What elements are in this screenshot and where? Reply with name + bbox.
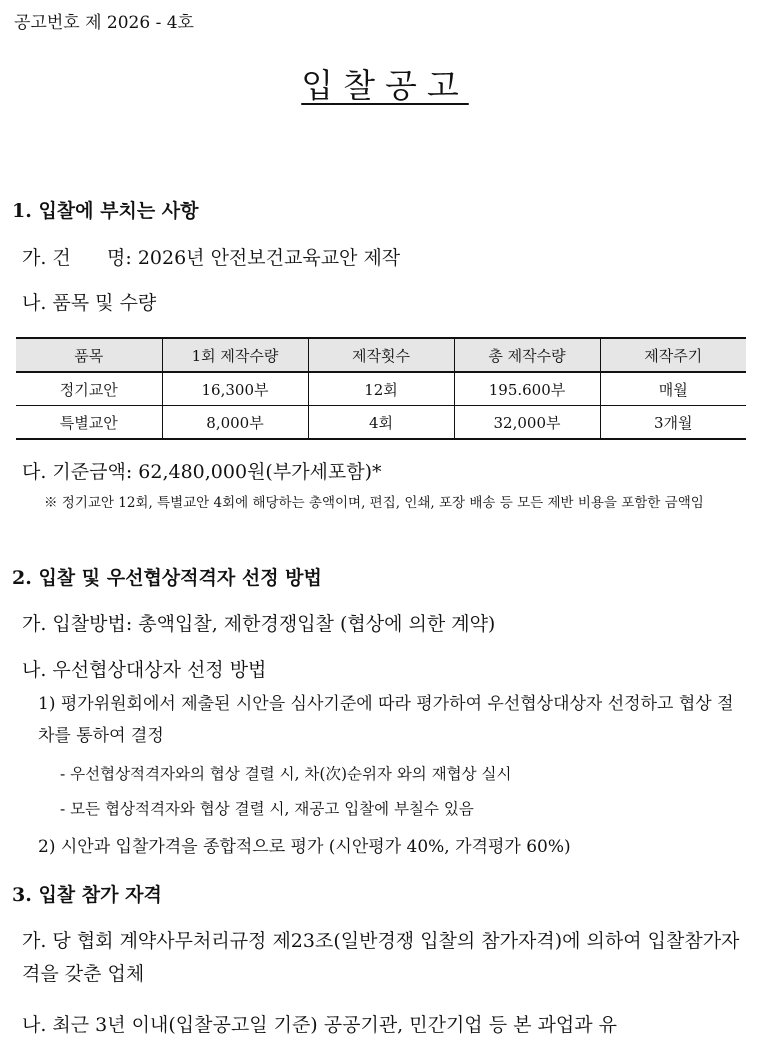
table-cell: 3개월 xyxy=(600,406,746,440)
table-header: 품목 xyxy=(16,338,162,372)
table-header: 총 제작수량 xyxy=(454,338,600,372)
section2-selection-method: 나. 우선협상대상자 선정 방법 xyxy=(22,659,267,681)
section1-heading: 1. 입찰에 부치는 사항 xyxy=(12,200,199,222)
section2-dash1: - 우선협상적격자와의 협상 결렬 시, 차(次)순위자 와의 재협상 실시 xyxy=(60,765,512,783)
table-cell: 4회 xyxy=(308,406,454,440)
section1-base-amount: 다. 기준금액: 62,480,000원(부가세포함)* xyxy=(22,461,382,483)
table-cell: 195.600부 xyxy=(454,372,600,406)
table-cell: 매월 xyxy=(600,372,746,406)
section2-heading: 2. 입찰 및 우선협상적격자 선정 방법 xyxy=(12,567,322,589)
section2-bid-method: 가. 입찰방법: 총액입찰, 제한경쟁입찰 (협상에 의한 계약) xyxy=(22,613,496,635)
section1-item-quantity: 나. 품목 및 수량 xyxy=(22,292,157,314)
table-header: 1회 제작수량 xyxy=(162,338,308,372)
table-header: 제작횟수 xyxy=(308,338,454,372)
section3-heading: 3. 입찰 참가 자격 xyxy=(12,884,162,906)
section2-sub1: 1) 평가위원회에서 제출된 시안을 심사기준에 따라 평가하여 우선협상대상자 선정하고 협상 절차를 통하여 결정 xyxy=(38,694,734,746)
document-title xyxy=(0,60,760,107)
section2-sub2: 2) 시안과 입찰가격을 종합적으로 평가 (시안평가 40%, 가격평가 60%) xyxy=(38,837,571,857)
section1-note: ※ 정기교안 12회, 특별교안 4회에 해당하는 총액이며, 편집, 인쇄, 포장 배송 등 모든 제반 비용을 포함한 금액임 xyxy=(44,495,704,511)
items-table xyxy=(16,337,746,440)
table-row xyxy=(16,372,746,406)
table-cell: 12회 xyxy=(308,372,454,406)
table-cell: 32,000부 xyxy=(454,406,600,440)
table-cell: 정기교안 xyxy=(59,380,118,399)
table-header-row xyxy=(16,338,746,372)
section3-experience: 나. 최근 3년 이내(입찰공고일 기준) 공공기관, 민간기업 등 본 과업과 유 xyxy=(22,1014,617,1036)
document-title-text: 입찰공고 xyxy=(301,66,469,105)
table-cell: 특별교안 xyxy=(16,406,162,440)
section2-dash2: - 모든 협상적격자와 협상 결렬 시, 재공고 입찰에 부칠수 있음 xyxy=(60,800,474,818)
notice-number: 공고번호 제 2026 - 4호 xyxy=(14,13,194,33)
table-cell: 16,300부 xyxy=(162,372,308,406)
section3-qualification: 가. 당 협회 계약사무처리규정 제23조(일반경쟁 입찰의 참가자격)에 의하여 입찰참가자격을 갖춘 업체 xyxy=(22,930,740,985)
table-row xyxy=(16,406,746,440)
table-header: 제작주기 xyxy=(600,338,746,372)
section1-item-name: 가. 건 명: 2026년 안전보건교육교안 제작 xyxy=(22,247,401,269)
table-cell: 8,000부 xyxy=(162,406,308,440)
